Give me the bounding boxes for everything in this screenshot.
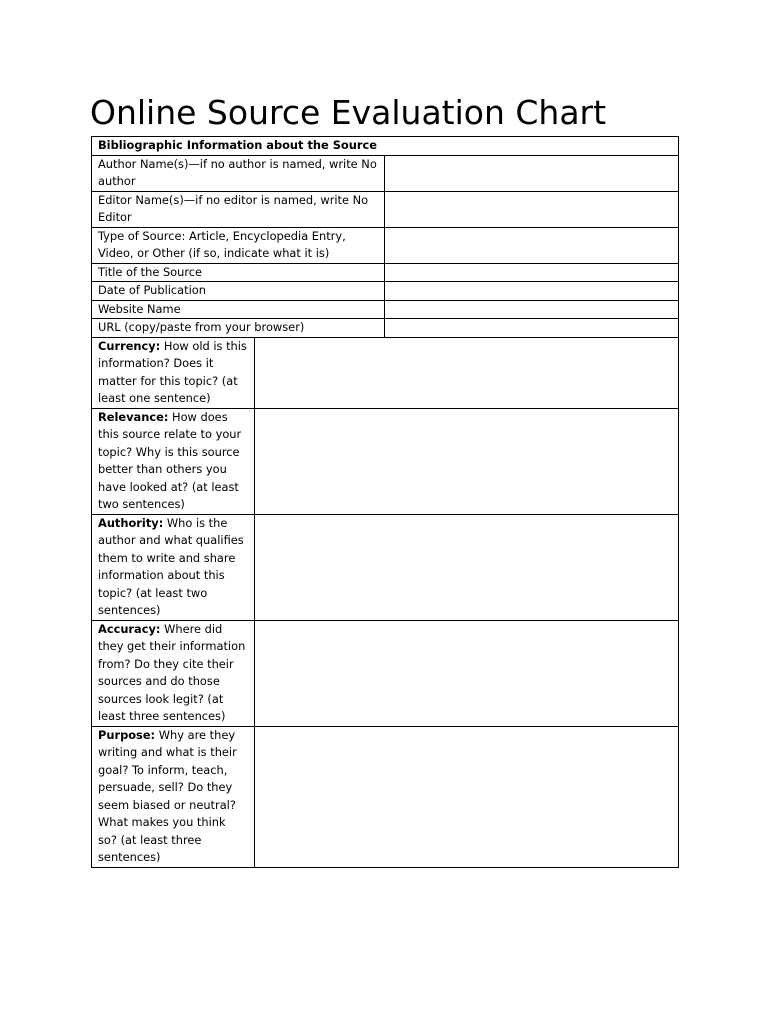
accuracy-label: Accuracy:: [98, 621, 161, 636]
purpose-label: Purpose:: [98, 727, 156, 742]
bibliographic-header-row: [92, 137, 679, 156]
relevance-prompt: [92, 408, 255, 514]
relevance-answer-field[interactable]: [255, 408, 679, 514]
website-name-field[interactable]: [385, 300, 679, 319]
purpose-answer-field[interactable]: [255, 726, 679, 867]
table-row: [92, 337, 679, 408]
table-row: [92, 263, 679, 282]
accuracy-prompt-text: Where did they get their information from? Do they cite their sources and do those sources look legit? (at least three sentences): [98, 621, 246, 723]
editor-name-field[interactable]: [385, 191, 679, 227]
editor-name-label: Editor Name(s)—if no editor is named, write No Editor: [92, 191, 385, 227]
evaluation-chart: [91, 136, 678, 868]
currency-prompt: [92, 337, 255, 408]
authority-answer-field[interactable]: [255, 514, 679, 620]
table-row: [92, 227, 679, 263]
website-name-label: Website Name: [92, 300, 385, 319]
accuracy-answer-field[interactable]: [255, 620, 679, 726]
url-label: URL (copy/paste from your browser): [92, 319, 385, 338]
accuracy-prompt: [92, 620, 255, 726]
source-title-label: Title of the Source: [92, 263, 385, 282]
table-row: [92, 319, 679, 338]
currency-answer-field[interactable]: [255, 337, 679, 408]
url-field[interactable]: [385, 319, 679, 338]
source-type-field[interactable]: [385, 227, 679, 263]
table-row: [92, 726, 679, 867]
criteria-table: [91, 337, 679, 868]
source-type-label: Type of Source: Article, Encyclopedia Entry, Video, or Other (if so, indicate what it is): [92, 227, 385, 263]
author-name-field[interactable]: [385, 155, 679, 191]
source-title-field[interactable]: [385, 263, 679, 282]
relevance-label: Relevance:: [98, 409, 169, 424]
page-title: Online Source Evaluation Chart: [90, 93, 607, 132]
currency-label: Currency:: [98, 338, 161, 353]
relevance-prompt-text: How does this source relate to your topic? Why is this source better than others you have looked at? (at least two sentences): [98, 409, 242, 511]
currency-prompt-text: How old is this information? Does it matter for this topic? (at least one sentence): [98, 338, 247, 405]
author-name-label: Author Name(s)—if no author is named, write No author: [92, 155, 385, 191]
purpose-prompt-text: Why are they writing and what is their goal? To inform, teach, persuade, sell? Do they seem biased or neutral? What makes you think so? (at least three sentences): [98, 727, 237, 864]
table-row: [92, 282, 679, 301]
purpose-prompt: [92, 726, 255, 867]
authority-prompt: [92, 514, 255, 620]
table-row: [92, 191, 679, 227]
publication-date-field[interactable]: [385, 282, 679, 301]
bibliographic-table: [91, 136, 679, 338]
authority-prompt-text: Who is the author and what qualifies them to write and share information about this topic? (at least two sentences): [98, 515, 244, 617]
publication-date-label: Date of Publication: [92, 282, 385, 301]
bibliographic-header: Bibliographic Information about the Source: [92, 137, 679, 156]
table-row: [92, 155, 679, 191]
table-row: [92, 620, 679, 726]
table-row: [92, 514, 679, 620]
table-row: [92, 408, 679, 514]
table-row: [92, 300, 679, 319]
authority-label: Authority:: [98, 515, 164, 530]
